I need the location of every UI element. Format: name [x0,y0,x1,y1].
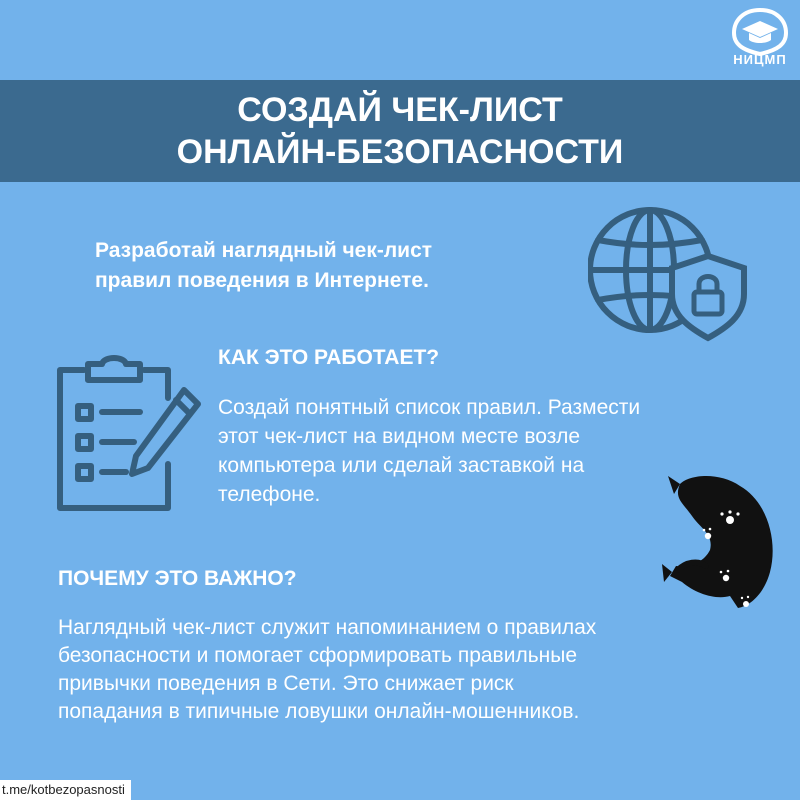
why-important-line: безопасности и помогает сформировать правильные [58,644,578,667]
how-it-works-heading: КАК ЭТО РАБОТАЕТ? [218,346,440,369]
title-banner [0,80,800,182]
clipboard-checklist-pen-icon [54,354,204,514]
how-it-works-line: Создай понятный список правил. Размести [218,396,641,419]
why-important-line: привычки поведения в Сети. Это снижает риск [58,672,514,695]
black-cat-icon [660,472,780,612]
globe-shield-lock-icon [588,202,748,342]
telegram-link[interactable]: t.me/kotbezopasnosti [0,780,131,800]
page-title-line-1: СОЗДАЙ ЧЕК-ЛИСТ [237,91,563,129]
intro-line-1: Разработай наглядный чек-лист [95,239,433,262]
why-important-line: Наглядный чек-лист служит напоминанием о правилах [58,616,597,639]
why-important-heading: ПОЧЕМУ ЭТО ВАЖНО? [58,567,297,590]
how-it-works-line: этот чек-лист на видном месте возле [218,425,581,448]
how-it-works-line: компьютера или сделай заставкой на [218,454,585,477]
how-it-works-text [218,393,698,509]
why-important-text [58,614,758,726]
page-title-line-2: ОНЛАЙН-БЕЗОПАСНОСТИ [176,133,624,171]
intro-text [95,236,565,296]
how-it-works-line: телефоне. [218,483,321,506]
logo-text: НИЦМП [733,52,787,67]
why-important-line: попадания в типичные ловушки онлайн-мошенников. [58,700,580,723]
intro-line-2: правил поведения в Интернете. [95,269,429,292]
